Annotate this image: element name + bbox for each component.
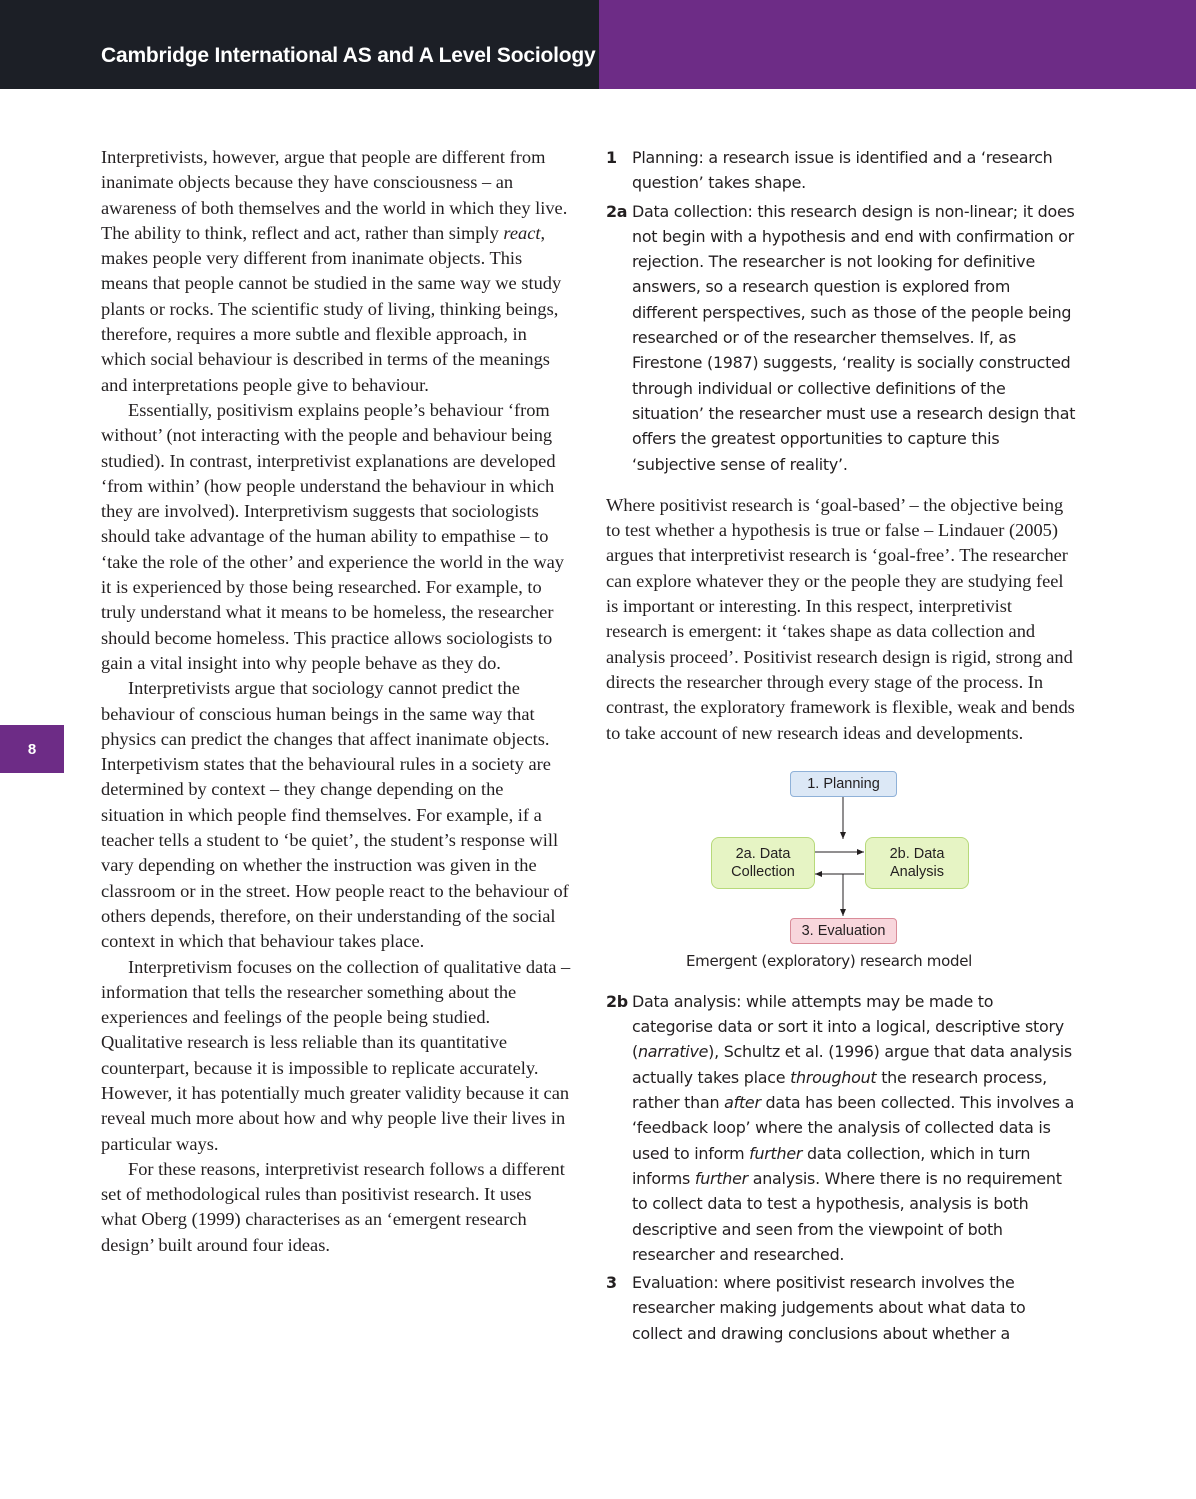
book-title: Cambridge International AS and A Level Sociology	[101, 44, 596, 67]
box-label	[731, 845, 795, 881]
list-item-data-collection	[606, 199, 1076, 477]
text-run: data has been collected. This involves a ‘feedback loop’ where the analysis of collected data is used to inform	[632, 1093, 1075, 1163]
emphasis: after	[724, 1093, 761, 1113]
text-run: ), Schultz et al. (1996) argue that data analysis actually takes place	[632, 1042, 1072, 1087]
box-label	[890, 845, 945, 881]
paragraph: Interpretivism focuses on the collection of qualitative data – information that tells the researcher something about the experiences and feelings of the people being studied. Qualitative research is less reliable than its quantitative counterpart, because it is impossible to replicate accurately. However, it has potentially much greater validity because it can reveal much more about how and why people live their lives in particular ways.	[101, 956, 571, 1154]
item-text: Planning: a research issue is identified and a ‘research question’ takes shape.	[632, 148, 1053, 193]
emphasis: react	[503, 222, 541, 243]
box-evaluation: 3. Evaluation	[790, 918, 897, 944]
text-run: analysis. Where there is no requirement to collect data to test a hypothesis, analysis is both descriptive and seen from the viewpoint of both researcher and researched.	[632, 1168, 1062, 1264]
text-run: the research process, rather than	[632, 1067, 1047, 1113]
list-item-planning	[606, 145, 1076, 196]
text-run: data collection, which in turn informs	[632, 1143, 1031, 1188]
list-item-evaluation	[606, 1270, 1076, 1346]
item-text: Data collection: this research design is non‑linear; it does not begin with a hypothesis and end with confirmation or rejection. The researcher is not looking for definitive answers, so a research question is explored from different perspectives, such as those of the people being researched or of the researcher themselves. If, as Firestone (1987) suggests, ‘reality is socially constructed through individual or collective definitions of the situation’ the researcher must use a research design that offers the greatest opportunities to capture this ‘subjective sense of reality’.	[632, 201, 1076, 474]
box-label-line: 2a. Data	[735, 845, 791, 862]
item-number: 2a	[606, 201, 628, 221]
paragraph: Essentially, positivism explains people’s behaviour ‘from without’ (not interacting with the people and behaviour being studied). In contrast, interpretivist explanations are developed ‘from within’ (how people understand the behaviour in which they are involved). Interpretivism suggests that sociologists should take advantage of the human ability to empathise – to ‘take the role of the other’ and experience the world in the way it is experienced by those being researched. For example, to truly understand what it means to be homeless, the researcher should become homeless. This practice allows sociologists to gain a vital insight into why people behave as they do.	[101, 399, 564, 673]
emphasis: further	[694, 1168, 748, 1188]
right-column	[606, 145, 1076, 1346]
paragraph	[101, 145, 571, 398]
list-item-data-analysis	[606, 989, 1076, 1267]
box-label-line: Analysis	[889, 863, 944, 880]
paragraph: Where positivist research is ‘goal-based’ – the objective being to test whether a hypothesis is true or false – Lindauer (2005) argues that interpretivist research is ‘goal-free’. The researcher can explore whatever they or the people they are studying feel is important or interesting. In this respect, interpretivist research is emergent: it ‘takes shape as data collection and analysis proceed’. Positivist research design is rigid, strong and directs the researcher through every stage of the process. In contrast, the exploratory framework is flexible, weak and bends to take account of new research ideas and developments.	[606, 494, 1075, 743]
emphasis: narrative	[637, 1042, 709, 1062]
box-planning: 1. Planning	[790, 771, 897, 797]
box-label-line: 2b. Data	[889, 845, 945, 862]
text-run: Data analysis: while attempts may be made to categorise data or sort it into a logical, descriptive story (	[632, 991, 1064, 1062]
item-number: 1	[606, 148, 617, 167]
item-number: 2b	[606, 991, 628, 1011]
paragraph: Interpretivists argue that sociology cannot predict the behaviour of conscious human beings in the same way that physics can predict the changes that affect inanimate objects. Interpetivism states that the behavioural rules in a society are determined by context – they change depending on the situation in which people find themselves. For example, if a teacher tells a student to ‘be quiet’, the student’s response will vary depending on whether the instruction was given in the classroom or in the street. How people react to the behaviour of others depends, therefore, on their understanding of the social context in which that behaviour takes place.	[101, 678, 569, 952]
item-text	[632, 989, 1076, 1267]
box-label-line: Collection	[731, 863, 795, 880]
item-number: 3	[606, 1273, 617, 1293]
left-column	[101, 145, 571, 1258]
item-text: Evaluation: where positivist research involves the researcher making judgements about what data to collect and drawing conclusions about whether a	[632, 1273, 1026, 1343]
page-number-tab	[0, 725, 64, 773]
emphasis: further	[749, 1143, 803, 1163]
text-run: Interpretivists, however, argue that people are different from inanimate objects because they have consciousness – an awareness of both themselves and the world in which they live. The ability to think, reflect and act, rather than simply	[101, 147, 568, 243]
header-purple-band	[599, 0, 1196, 89]
paragraph: For these reasons, interpretivist research follows a different set of methodological rules than positivist research. It uses what Oberg (1999) characterises as an ‘emergent research design’ built around four ideas.	[101, 1158, 565, 1255]
emphasis: throughout	[790, 1067, 877, 1087]
text-run: , makes people very different from inanimate objects. This means that people cannot be studied in the same way we study plants or rocks. The scientific study of living, thinking beings, therefore, requires a more subtle and flexible approach, in which social behaviour is described in terms of the meanings and interpretations people give to behaviour.	[101, 222, 562, 395]
research-model-diagram	[606, 769, 1076, 979]
page-number: 8	[27, 740, 37, 758]
diagram-caption: Emergent (exploratory) research model	[685, 951, 973, 970]
box-data-collection	[711, 837, 815, 889]
box-data-analysis	[865, 837, 969, 889]
